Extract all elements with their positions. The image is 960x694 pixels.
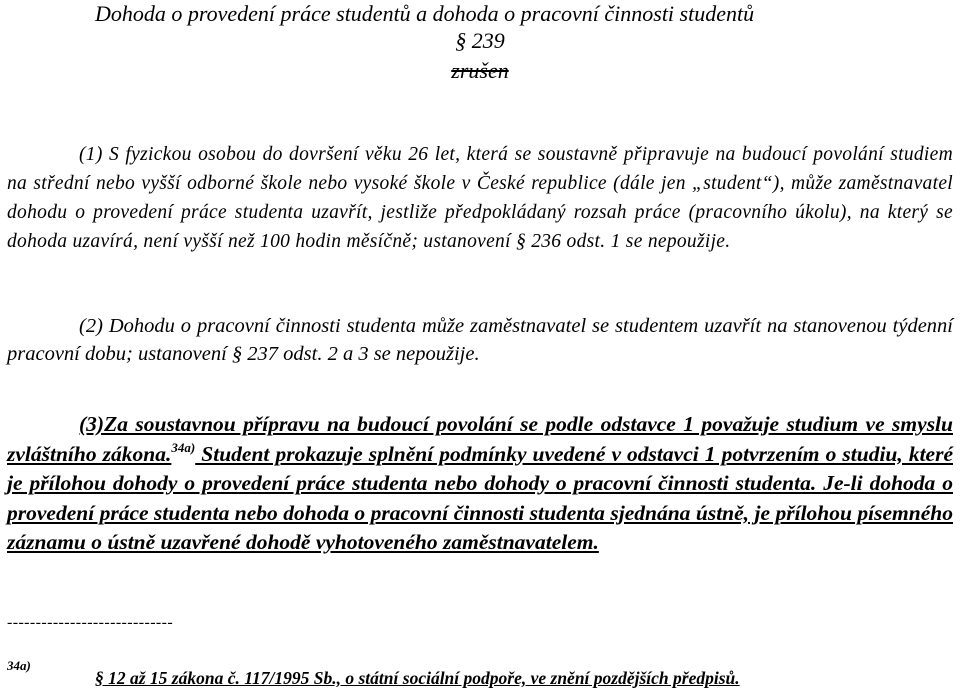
paragraph-1-text: S fyzickou osobou do dovršení věku 26 let, která se soustavně připravuje na budoucí povolání studiem na střední nebo vyšší odborné škole nebo vysoké škole v České republice (dále jen „student“), může zaměstnavatel dohodu o provedení práce studenta uzavřít, jestliže předpokládaný rozsah práce (pracovního úkolu), na který se dohoda uzavírá, není vyšší než 100 hodin měsíčně; ustanovení § 236 odst. 1 se nepoužije.: [7, 144, 953, 252]
paragraph-1: [7, 140, 953, 256]
footnote-mark: 34a): [7, 658, 31, 673]
paragraph-2-text: (2) Dohodu o pracovní činnosti studenta může zaměstnavatel se studentem uzavřít na stanovenou týdenní pracovní dobu; ustanovení § 237 odst. 2 a 3 se nepoužije.: [7, 315, 953, 365]
footnote-text: § 12 až 15 zákona č. 117/1995 Sb., o státní sociální podpoře, ve znění pozdějších předpisů.: [95, 668, 740, 688]
document-title: Dohoda o provedení práce studentů a dohoda o pracovní činnosti studentů: [95, 1, 755, 26]
paragraph-3-rest: Student prokazuje splnění podmínky uvedené v odstavci 1 potvrzením o studiu, které je přílohou dohody o provedení práce studenta nebo dohody o pracovní činnosti studenta. Je-li dohoda o provedení práce studenta nebo dohoda o pracovní činnosti studenta sjednána ústně, je přílohou písemného záznamu o ústně uzavřené dohodě vyhotoveného zaměstnavatelem.: [7, 441, 953, 554]
paragraph-2: [7, 312, 953, 368]
footnote-separator: -----------------------------: [7, 614, 174, 631]
repealed-status: zrušen: [451, 58, 509, 83]
paragraph-3: [7, 410, 953, 558]
paragraph-3-lead: (3)Za soustavnou přípravu na budoucí povolání se podle odstavce 1 považuje studium ve smyslu zvláštního zákona.: [7, 412, 953, 466]
section-number: § 239: [455, 28, 505, 53]
paragraph-1-number: (1): [79, 144, 103, 165]
footnote-reference[interactable]: 34a): [171, 439, 196, 455]
